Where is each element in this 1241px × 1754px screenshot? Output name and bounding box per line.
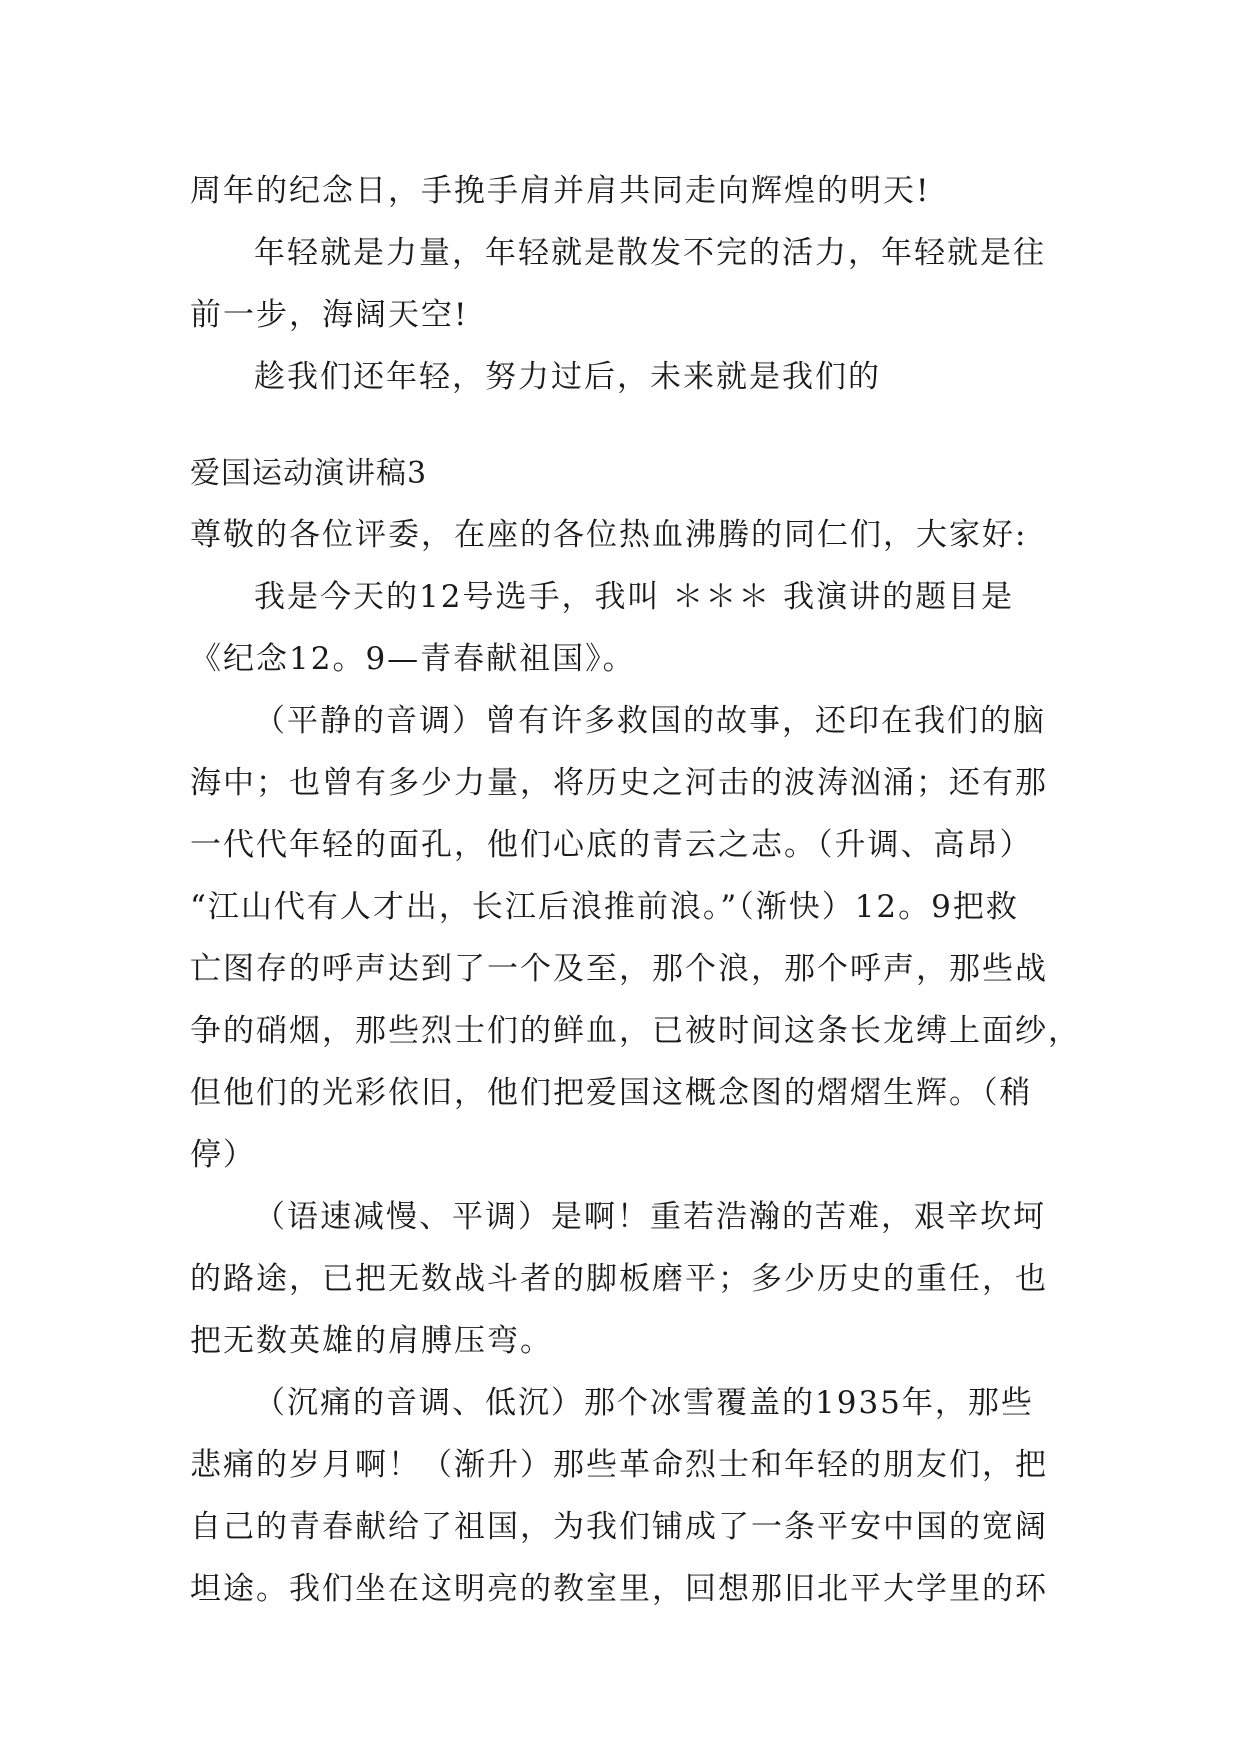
text-line: 一代代年轻的面孔，他们心底的青云之志。（升调、高昂） — [190, 827, 1033, 863]
text-line: 年轻就是力量，年轻就是散发不完的活力，年轻就是往 — [254, 235, 1046, 271]
text-line: 争的硝烟，那些烈士们的鲜血，已被时间这条长龙缚上面纱， — [190, 1013, 1081, 1049]
text-line: （沉痛的音调、低沉）那个冰雪覆盖的1935年，那些 — [254, 1385, 1034, 1421]
section-title: 爱国运动演讲稿3 — [190, 456, 428, 491]
text-line: 的路途，已把无数战斗者的脚板磨平；多少历史的重任，也 — [190, 1261, 1048, 1297]
text-line: （语速减慢、平调）是啊！重若浩瀚的苦难，艰辛坎坷 — [254, 1199, 1046, 1235]
text-line: 悲痛的岁月啊！（渐升）那些革命烈士和年轻的朋友们，把 — [190, 1447, 1048, 1483]
document-page — [190, 160, 1081, 1620]
text-line: 我是今天的12号选手，我叫 ＊＊＊ 我演讲的题目是 — [254, 579, 1015, 615]
text-line: 停） — [190, 1137, 256, 1173]
text-line: 但他们的光彩依旧，他们把爱国这概念图的熠熠生辉。（稍 — [190, 1075, 1033, 1111]
greeting-line: 尊敬的各位评委，在座的各位热血沸腾的同仁们，大家好: — [190, 517, 1028, 553]
text-line: 把无数英雄的肩膊压弯。 — [190, 1323, 553, 1359]
text-line: 亡图存的呼声达到了一个及至，那个浪，那个呼声，那些战 — [190, 951, 1048, 987]
text-line: 自己的青春献给了祖国，为我们铺成了一条平安中国的宽阔 — [190, 1509, 1048, 1545]
text-line: 趁我们还年轻，努力过后，未来就是我们的 — [254, 359, 881, 395]
text-line: 周年的纪念日，手挽手肩并肩共同走向辉煌的明天! — [190, 173, 931, 209]
text-line: “江山代有人才出，长江后浪推前浪。”（渐快）12。9把救 — [190, 889, 1019, 925]
text-line: 海中；也曾有多少力量，将历史之河击的波涛汹涌；还有那 — [190, 765, 1048, 801]
text-line: 前一步，海阔天空! — [190, 297, 469, 333]
text-line: 《纪念12。9—青春献祖国》。 — [190, 641, 636, 677]
section-gap — [190, 408, 1050, 444]
text-line: （平静的音调）曾有许多救国的故事，还印在我们的脑 — [254, 703, 1046, 739]
text-line: 坦途。我们坐在这明亮的教室里，回想那旧北平大学里的环 — [190, 1571, 1048, 1607]
